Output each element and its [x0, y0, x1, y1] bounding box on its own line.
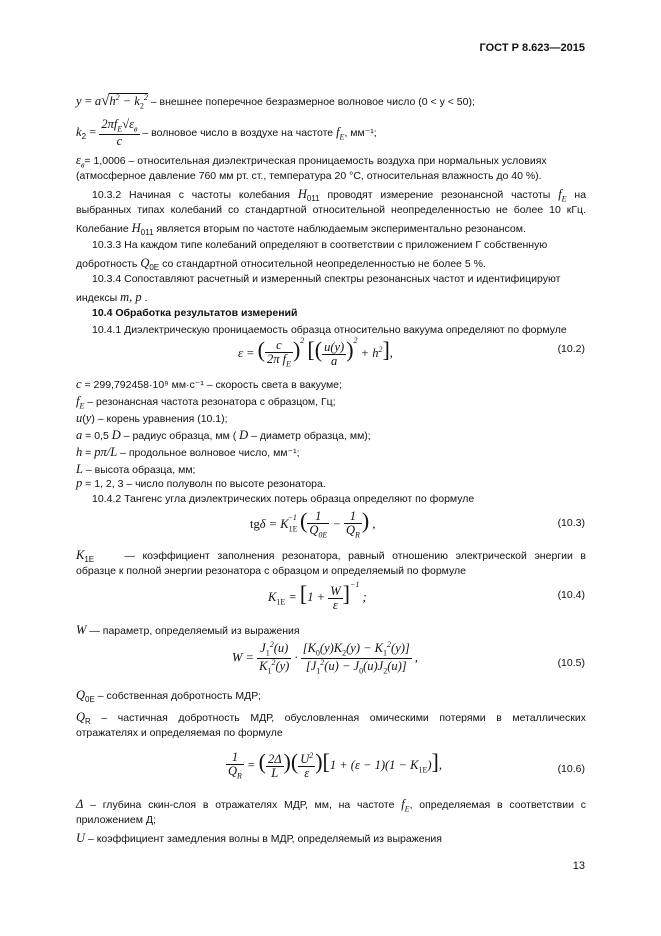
para-10-4-2: 10.4.2 Тангенс угла диэлектрических потерь образца определяют по формуле — [92, 493, 475, 505]
eq-number-10-2: (10.2) — [557, 343, 585, 355]
para-10-3-4: 10.3.4 Сопоставляют расчетный и измеренный спектры резонансных частот и идентифицируют — [92, 273, 561, 285]
def-c: c = 299,792458·10⁹ мм·с⁻¹ – скорость света в вакууме; — [76, 377, 342, 391]
eq-number-10-5: (10.5) — [557, 657, 585, 669]
def-u: u(y) – корень уравнения (10.1); — [76, 411, 228, 425]
formula-10-2: ε = ( $\frac{c}{2\pi f_E}$ )$^2$ [( $\frac{u(y)}{a}$ )$^2 + h^2$], — [238, 336, 393, 369]
def-delta: Δ – глубина скин-слоя в отражателях МДР, мм, на частоте $f_E$, определяемая в соответствии с — [76, 797, 586, 814]
def-k1e-line2: образце к полной энергии резонатора с образцом и определяемый по формуле — [76, 565, 466, 577]
def-u-coef: U – коэффициент замедления волны в МДР, определяемый из выражения — [76, 831, 442, 845]
formula-10-5: W = $\frac{J_1^2(u)}{K_1^2(y)}$ · $\frac{[K_0(y)K_2(y) - K_1^2(y)]}{[J_1^2(u) - J_0(u)J_2(u)]}$ , — [232, 640, 419, 676]
def-q0e: $Q_{0E}$ – собственная добротность МДР; — [76, 688, 261, 705]
eps-air-conditions: (атмосферное давление 760 мм рт. ст., температура 20 °С, относительная влажность до 40 %). — [76, 170, 542, 182]
section-10-4-heading: 10.4 Обработка результатов измерений — [92, 307, 298, 319]
formula-10-6: $\frac{1}{Q_R}$ = ( $\frac{2\Delta}{L}$ )( $\frac{U^2}{\varepsilon}$ )$[1 + (\varepsilon - 1)(1 - K_{1E})]$, — [228, 749, 442, 781]
def-fe: $f_E$ – резонансная частота резонатора с образцом, Гц; — [76, 394, 336, 411]
eq-number-10-4: (10.4) — [557, 589, 585, 601]
eq-number-10-6: (10.6) — [557, 763, 585, 775]
para-10-4-1: 10.4.1 Диэлектрическую проницаемость образца относительно вакуума определяют по формуле — [92, 324, 567, 336]
k2-definition: $k_2$ = $2\pi f_E√\varepsilon_в$ c – волновое число в воздухе на частоте $f_E$, мм⁻¹; — [76, 117, 377, 148]
para-10-3-4-line2: индексы m, p . — [76, 290, 148, 304]
para-10-3-2-line3: Колебание $H_{011}$ является вторым по частоте наблюдаемым экспериментально резонансом. — [76, 221, 526, 238]
para-10-3-3: 10.3.3 На каждом типе колебаний определяют в соответствии с приложением Г собственную — [92, 239, 548, 251]
def-k1e: $K_{1E}$ — коэффициент заполнения резонатора, равный отношению электрической энергии в — [76, 548, 586, 565]
def-qr-line2: отражателях и определяемая по формуле — [76, 727, 283, 739]
def-h: h = pπ/L – продольное волновое число, мм⁻¹; — [76, 445, 300, 459]
formula-10-3: $tg\delta = K_{1E}^{-1}$ ( $\frac{1}{Q_{0E}}$ − $\frac{1}{Q_R}$ ) , — [250, 508, 376, 540]
para-10-3-2-line2: выбранных типах колебаний со стандартной относительной неопределенностью не более 10 кГц. — [76, 204, 586, 216]
page-number: 13 — [572, 860, 585, 872]
def-a: a = 0,5 D – радиус образца, мм ( D – диаметр образца, мм); — [76, 428, 371, 442]
para-10-3-2: 10.3.2 Начиная с частоты колебания $H_{011}$ проводят измерение резонансной частоты $f_E$ на — [92, 187, 587, 204]
eq-number-10-3: (10.3) — [557, 517, 585, 529]
def-l: L – высота образца, мм; — [76, 462, 196, 476]
def-delta-line2: приложением Д; — [76, 814, 156, 826]
def-w: W — параметр, определяемый из выражения — [76, 623, 300, 637]
def-p: p = 1, 2, 3 – число полуволн по высоте резонатора. — [76, 476, 326, 490]
def-qr: $Q_R$ – частичная добротность МДР, обусловленная омическими потерями в металлических — [76, 710, 586, 727]
document-code: ГОСТ Р 8.623—2015 — [479, 42, 585, 54]
y-definition: $y = a√h^2 - k_2^2$ – внешнее поперечное безразмерное волновое число (0 < y < 50); — [76, 93, 475, 111]
eps-air-definition: $\varepsilon_в= 1,0006$ – относительная диэлектрическая проницаемость воздуха при нормальных условиях — [76, 153, 547, 170]
para-10-3-3-line2: добротность $Q_{0E}$ со стандартной относительной неопределенностью не более 5 %. — [76, 256, 486, 273]
formula-10-4: $K_{1E} = [1$ + $\frac{W}{\varepsilon}$ ]$^{-1}$ ; — [268, 580, 367, 612]
